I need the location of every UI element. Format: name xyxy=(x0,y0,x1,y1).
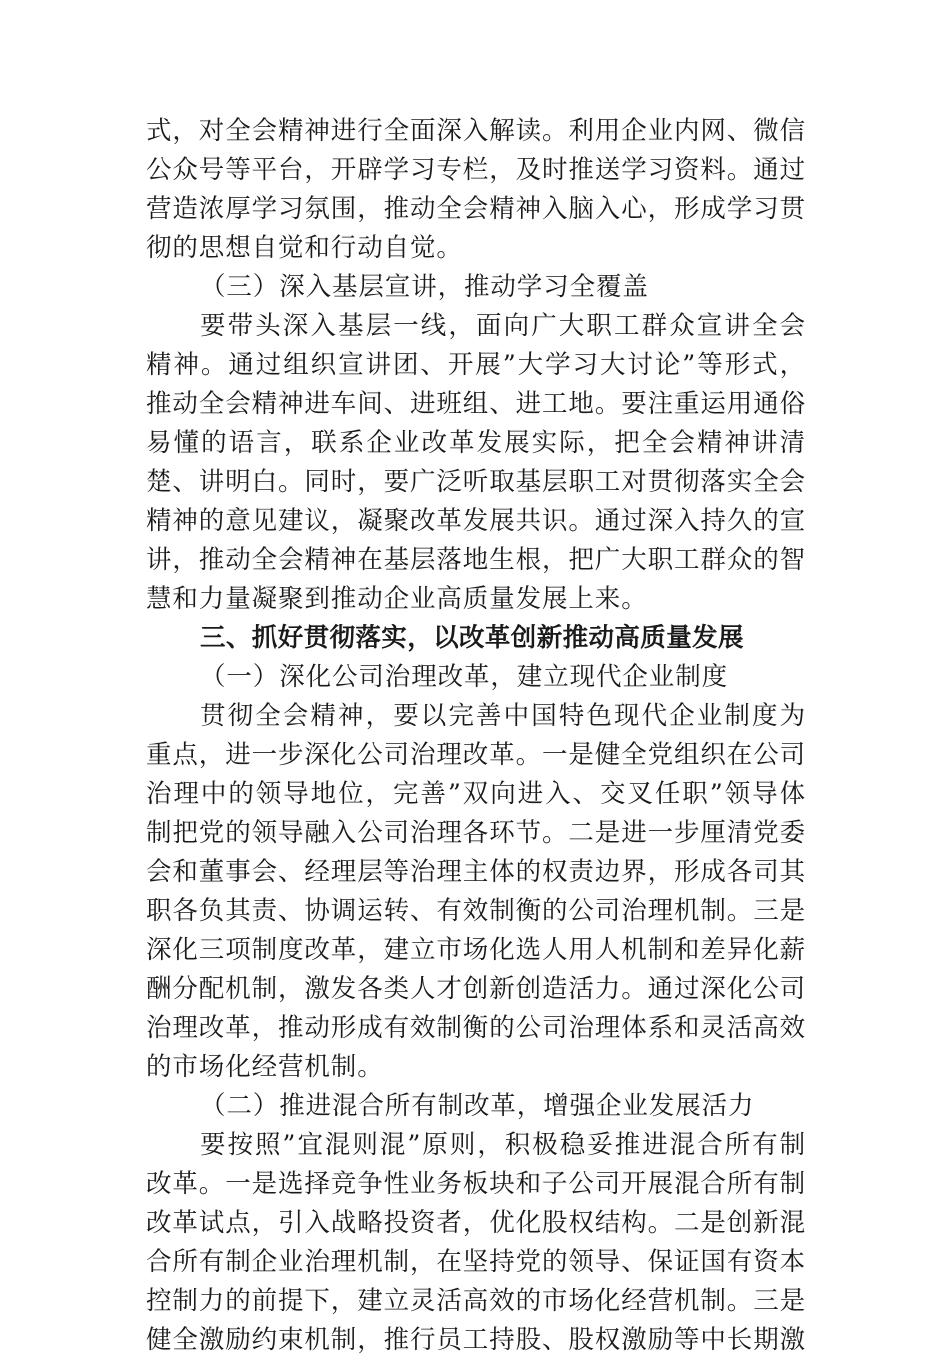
paragraph-study-platforms: 式，对全会精神进行全面深入解读。利用企业内网、微信公众号等平台，开辟学习专栏，及时推送学习资料。通过营造浓厚学习氛围，推动全会精神入脑入心，形成学习贯彻的思想自觉和行动自觉。 xyxy=(146,116,807,263)
subheading-grassroots-preaching: （三）深入基层宣讲，推动学习全覆盖 xyxy=(200,272,649,302)
document-body xyxy=(146,112,806,1360)
paragraph-grassroots-preaching: 要带头深入基层一线，面向广大职工群众宣讲全会精神。通过组织宣讲团、开展”大学习大讨论”等形式，推动全会精神进车间、进班组、进工地。要注重运用通俗易懂的语言，联系企业改革发展实际，把全会精神讲清楚、讲明白。同时，要广泛听取基层职工对贯彻落实全会精神的意见建议，凝聚改革发展共识。通过深入持久的宣讲，推动全会精神在基层落地生根，把广大职工群众的智慧和力量凝聚到推动企业高质量发展上来。 xyxy=(146,311,807,614)
paragraph-mixed-ownership: 要按照”宜混则混”原则，积极稳妥推进混合所有制改革。一是选择竞争性业务板块和子公司开展混合所有制改革试点，引入战略投资者，优化股权结构。二是创新混合所有制企业治理机制，在坚持党的领导、保证国有资本控制力的前提下，建立灵活高效的市场化经营机制。三是健全激励约束机制，推行员工持股、股权激励等中长期激 xyxy=(146,1130,807,1355)
subheading-mixed-ownership: （二）推进混合所有制改革，增强企业发展活力 xyxy=(200,1091,755,1121)
section-heading-implementation: 三、抓好贯彻落实，以改革创新推动高质量发展 xyxy=(200,623,744,653)
subheading-corporate-governance: （一）深化公司治理改革，建立现代企业制度 xyxy=(200,662,729,692)
paragraph-corporate-governance: 贯彻全会精神，要以完善中国特色现代企业制度为重点，进一步深化公司治理改革。一是健全党组织在公司治理中的领导地位，完善”双向进入、交叉任职”领导体制把党的领导融入公司治理各环节。二是进一步厘清党委会和董事会、经理层等治理主体的权责边界，形成各司其职各负其责、协调运转、有效制衡的公司治理机制。三是深化三项制度改革，建立市场化选人用人机制和差异化薪酬分配机制，激发各类人才创新创造活力。通过深化公司治理改革，推动形成有效制衡的公司治理体系和灵活高效的市场化经营机制。 xyxy=(146,701,807,1082)
